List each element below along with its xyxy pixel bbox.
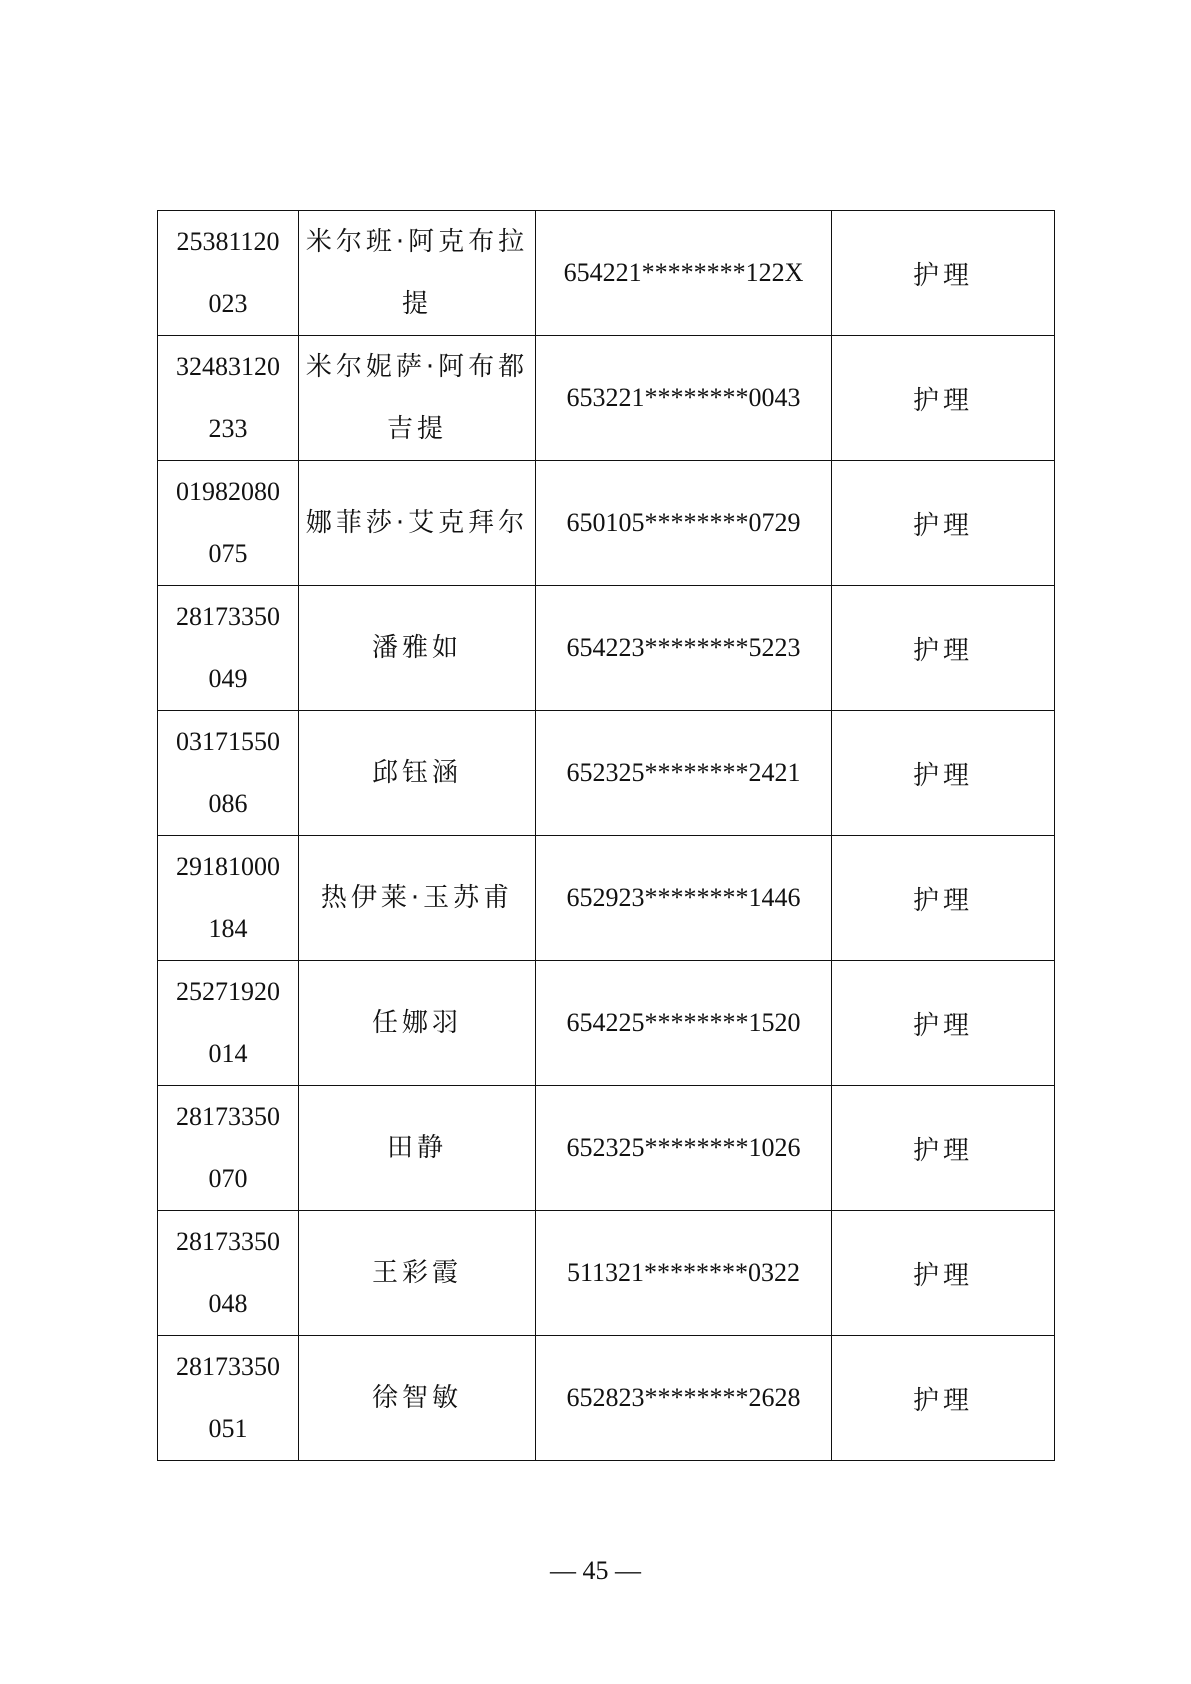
major: 护理	[832, 336, 1055, 461]
id-card-number: 653221********0043	[536, 336, 832, 461]
candidate-table-body	[158, 211, 1055, 1461]
table-row	[158, 336, 1055, 461]
major: 护理	[832, 961, 1055, 1086]
id-card-number: 654221********122X	[536, 211, 832, 336]
exam-id-line1: 01982080	[176, 477, 280, 506]
exam-id-line1: 28173350	[176, 1227, 280, 1256]
candidate-name: 米尔妮萨·阿布都吉提	[299, 336, 536, 461]
exam-id-cell	[158, 961, 299, 1086]
exam-id-line2: 014	[208, 1039, 248, 1068]
page-number: — 45 —	[550, 1556, 641, 1585]
exam-id-line2: 086	[208, 789, 248, 818]
table-row	[158, 961, 1055, 1086]
exam-id-cell	[158, 211, 299, 336]
table-row	[158, 836, 1055, 961]
table-row	[158, 1336, 1055, 1461]
table-row	[158, 211, 1055, 336]
exam-id-line2: 049	[208, 664, 248, 693]
candidate-name: 王彩霞	[299, 1211, 536, 1336]
id-card-number: 650105********0729	[536, 461, 832, 586]
exam-id-line2: 075	[208, 539, 248, 568]
id-card-number: 654223********5223	[536, 586, 832, 711]
exam-id-line2: 048	[208, 1289, 248, 1318]
table-row	[158, 461, 1055, 586]
candidate-name: 邱钰涵	[299, 711, 536, 836]
exam-id-cell	[158, 586, 299, 711]
exam-id-cell	[158, 461, 299, 586]
exam-id-line2: 233	[208, 414, 248, 443]
candidate-name: 徐智敏	[299, 1336, 536, 1461]
exam-id-line1: 25381120	[176, 227, 280, 256]
id-card-number: 652923********1446	[536, 836, 832, 961]
exam-id-line2: 023	[208, 289, 248, 318]
exam-id-cell	[158, 1336, 299, 1461]
id-card-number: 652325********1026	[536, 1086, 832, 1211]
exam-id-line2: 184	[208, 914, 248, 943]
candidate-name: 热伊莱·玉苏甫	[299, 836, 536, 961]
exam-id-line2: 070	[208, 1164, 248, 1193]
major: 护理	[832, 461, 1055, 586]
major: 护理	[832, 711, 1055, 836]
exam-id-cell	[158, 1086, 299, 1211]
table-row	[158, 711, 1055, 836]
major: 护理	[832, 586, 1055, 711]
major: 护理	[832, 1211, 1055, 1336]
id-card-number: 652325********2421	[536, 711, 832, 836]
exam-id-line2: 051	[208, 1414, 248, 1443]
candidate-name: 娜菲莎·艾克拜尔	[299, 461, 536, 586]
exam-id-cell	[158, 836, 299, 961]
exam-id-line1: 28173350	[176, 602, 280, 631]
exam-id-line1: 28173350	[176, 1102, 280, 1131]
exam-id-line1: 29181000	[176, 852, 280, 881]
exam-id-cell	[158, 711, 299, 836]
major: 护理	[832, 211, 1055, 336]
id-card-number: 654225********1520	[536, 961, 832, 1086]
exam-id-line1: 28173350	[176, 1352, 280, 1381]
major: 护理	[832, 836, 1055, 961]
candidate-name: 田静	[299, 1086, 536, 1211]
table-row	[158, 1086, 1055, 1211]
exam-id-line1: 25271920	[176, 977, 280, 1006]
major: 护理	[832, 1086, 1055, 1211]
candidate-name: 潘雅如	[299, 586, 536, 711]
candidate-table	[157, 210, 1055, 1461]
exam-id-line1: 03171550	[176, 727, 280, 756]
id-card-number: 511321********0322	[536, 1211, 832, 1336]
exam-id-cell	[158, 336, 299, 461]
id-card-number: 652823********2628	[536, 1336, 832, 1461]
table-row	[158, 1211, 1055, 1336]
candidate-name: 任娜羽	[299, 961, 536, 1086]
exam-id-line1: 32483120	[176, 352, 280, 381]
exam-id-cell	[158, 1211, 299, 1336]
candidate-name: 米尔班·阿克布拉提	[299, 211, 536, 336]
table-row	[158, 586, 1055, 711]
major: 护理	[832, 1336, 1055, 1461]
